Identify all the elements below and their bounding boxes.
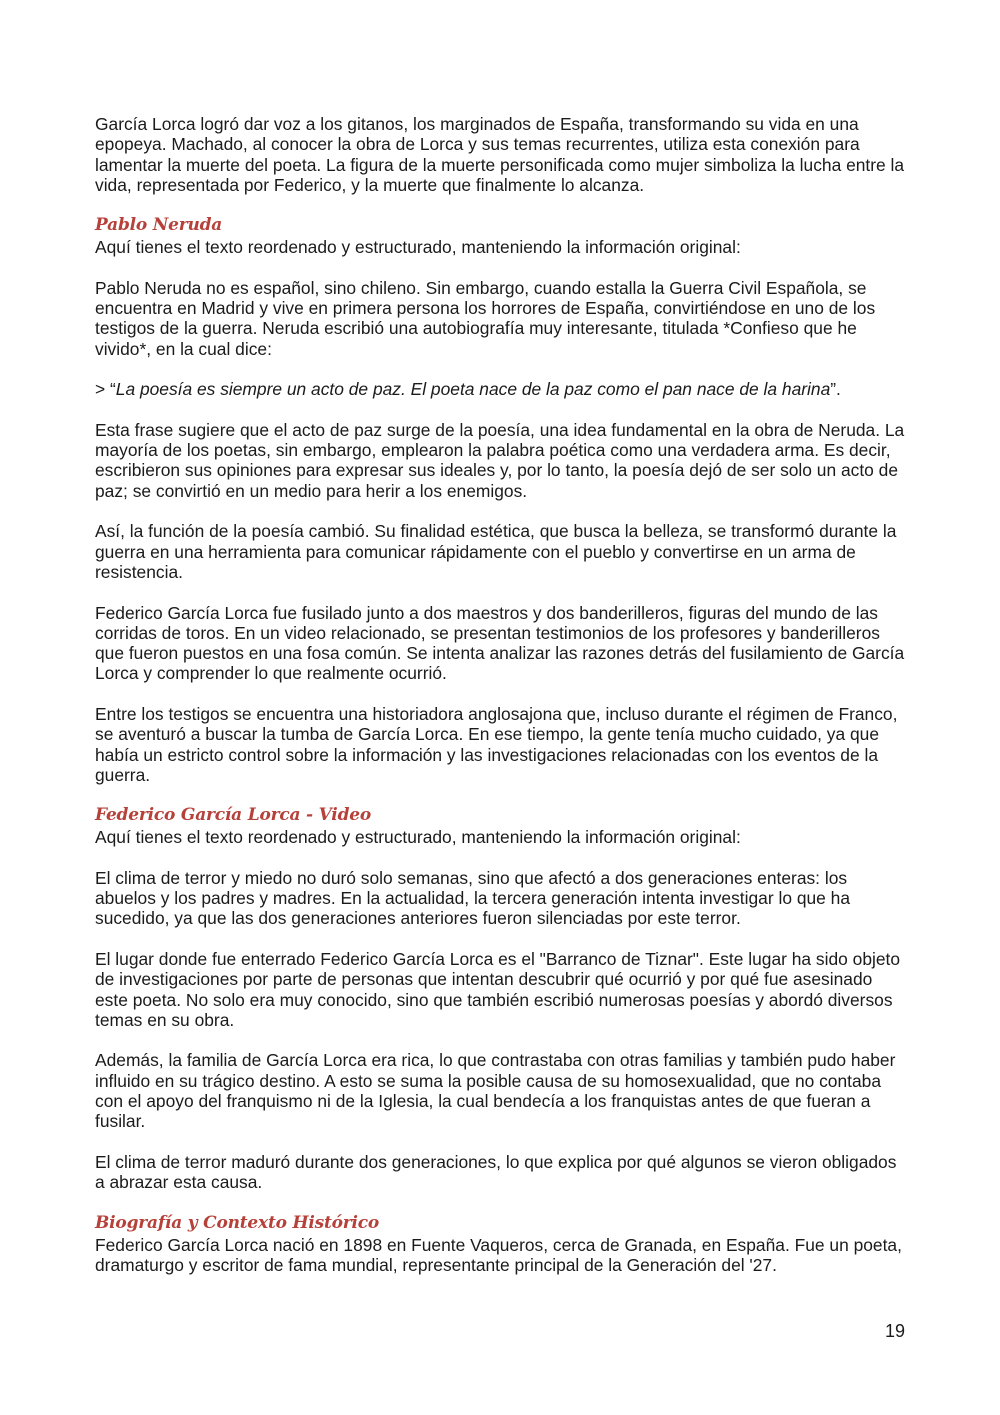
document-body [95,114,907,1275]
video-paragraph-1: El clima de terror y miedo no duró solo semanas, sino que afectó a dos generaciones enteras: los abuelos y los padres y madres. En la actualidad, la tercera generación intenta investigar lo que ha sucedido, ya que las dos generaciones anteriores fueron silenciadas por este terror. [95,867,851,929]
neruda-paragraph-5: Entre los testigos se encuentra una historiadora anglosajona que, incluso durante el régimen de Franco, se aventuró a buscar la tumba de García Lorca. En ese tiempo, la gente tenía mucho cuidado, ya que había un estricto control sobre la información y las investigaciones relacionadas con los eventos de la guerra. [95,704,898,785]
page-number: 19 [884,1321,905,1341]
section-heading-neruda: Pablo Neruda [95,215,223,236]
neruda-paragraph-2: Esta frase sugiere que el acto de paz surge de la poesía, una idea fundamental en la obra de Neruda. La mayoría de los poetas, sin embargo, emplearon la palabra poética como una verdadera arma. Es decir, escribieron sus opiniones para expresar sus ideales y, por lo tanto, la poesía dejó de ser solo un acto de paz; se convirtió en un medio para herir a los enemigos. [95,419,905,501]
neruda-quote [95,379,907,399]
neruda-lead: Aquí tienes el texto reordenado y estructurado, manteniendo la información original: [95,237,741,258]
section-heading-biography: Biografía y Contexto Histórico [95,1212,380,1233]
neruda-paragraph-1: Pablo Neruda no es español, sino chileno. Sin embargo, cuando estalla la Guerra Civil Española, se encuentra en Madrid y vive en primera persona los horrores de España, convirtiéndose en uno de los testigos de la guerra. Neruda escribió una autobiografía muy interesante, titulada *Confieso que he vivido*, en la cual dice: [95,277,876,359]
video-lead: Aquí tienes el texto reordenado y estructurado, manteniendo la información original: [95,827,741,848]
quote-text: La poesía es siempre un acto de paz. El poeta nace de la paz como el pan nace de la harina [115,379,831,400]
video-paragraph-2: El lugar donde fue enterrado Federico García Lorca es el "Barranco de Tiznar". Este lugar ha sido objeto de investigaciones por parte de personas que intentan descubrir qué ocurrió y por qué fue asesinado este poeta. No solo era muy conocido, sino que también escribió numerosas poesías y abordó diversos temas en su obra. [95,948,901,1030]
section-heading-video: Federico García Lorca - Video [95,805,372,826]
biography-paragraph-1: Federico García Lorca nació en 1898 en Fuente Vaqueros, cerca de Granada, en España. Fue un poeta, dramaturgo y escritor de fama mundial, representante principal de la Generación del '27. [95,1234,902,1275]
quote-prefix: > “ [95,379,116,400]
intro-paragraph: García Lorca logró dar voz a los gitanos, los marginados de España, transformando su vida en una epopeya. Machado, al conocer la obra de Lorca y sus temas recurrentes, utiliza esta conexión para lamentar la muerte del poeta. La figura de la muerte personificada como mujer simboliza la lucha entre la vida, representada por Federico, y la muerte que finalmente lo alcanza. [95,114,905,195]
video-paragraph-4: El clima de terror maduró durante dos generaciones, lo que explica por qué algunos se vieron obligados a abrazar esta causa. [95,1151,897,1193]
quote-suffix: ”. [830,379,841,400]
neruda-paragraph-4: Federico García Lorca fue fusilado junto a dos maestros y dos banderilleros, figuras del mundo de las corridas de toros. En un video relacionado, se presentan testimonios de los profesores y banderilleros que fueron puestos en una fosa común. Se intenta analizar las razones detrás del fusilamiento de García Lorca y comprender lo que realmente ocurrió. [95,602,905,684]
neruda-paragraph-3: Así, la función de la poesía cambió. Su finalidad estética, que busca la belleza, se transformó durante la guerra en una herramienta para comunicar rápidamente con el pueblo y convertirse en un arma de resistencia. [95,521,897,582]
video-paragraph-3: Además, la familia de García Lorca era rica, lo que contrastaba con otras familias y también pudo haber influido en su trágico destino. A esto se suma la posible causa de su homosexualidad, que no contaba con el apoyo del franquismo ni de la Iglesia, la cual bendecía a los franquistas antes de que fueran a fusilar. [95,1050,896,1132]
